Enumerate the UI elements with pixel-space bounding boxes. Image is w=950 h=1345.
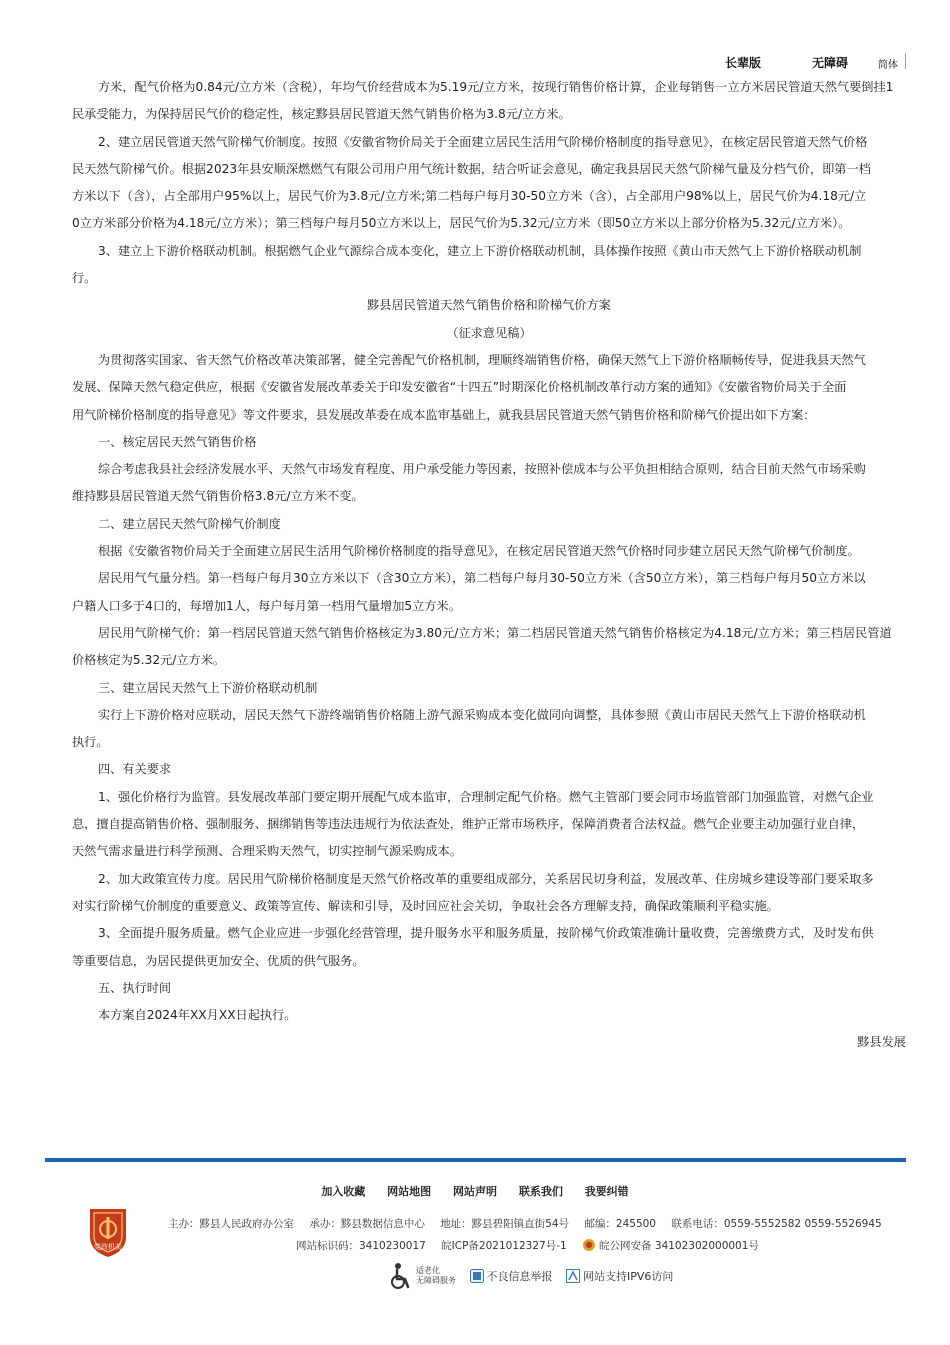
paragraph: 居民用气阶梯气价：第一档居民管道天然气销售价格核定为3.80元/立方米；第二档居民管道天然气销售价格核定为4.18元/立方米；第三档居民管道 价格核定为5.32元/立方米。 (72, 625, 892, 668)
bad-info-report-link[interactable]: 不良信息举报 (470, 1268, 553, 1284)
paragraph: 2、加大政策宣传力度。居民用气阶梯价格制度是天然气价格改革的重要组成部分，关系居民切身利益，发展改革、住房城乡建设等部门要采取多 对实行阶梯气价制度的重要意义、政策等宣传、解读和引导，及时回应社会关切，争取社会各方理解支持，确保政策顺利平稳实施。 (72, 871, 874, 913)
section-heading: 一、核定居民天然气销售价格 (98, 434, 257, 449)
ipv6-icon (566, 1269, 580, 1283)
signature-line: 黟县发展 (857, 1035, 906, 1050)
accessibility-link[interactable]: 无障碍 (812, 56, 849, 70)
footer-divider (45, 1158, 906, 1162)
section-heading: 五、执行时间 (98, 980, 172, 995)
paragraph: 为贯彻落实国家、省天然气价格改革决策部署，健全完善配气价格机制，理顺终端销售价格，确保天然气上下游价格顺畅传导，促进我县天然气 发展、保障天然气稳定供应，根据《安徽省发展改革委关于印发安徽省“十四五”时期深化价格机制改革行动方案的通知》《安徽省物价局关于全面 用气阶梯价格制度的指导意见》等文件要求，县发展改革委在成本监审基础上，就我县居民管道天然气销售价格和阶梯气价提出如下方案： (72, 352, 866, 422)
footer-badges (388, 1261, 673, 1293)
paragraph: 3、全面提升服务质量。燃气企业应进一步强化经营管理，提升服务水平和服务质量，按阶梯气价政策准确计量收费，完善缴费方式，及时发布供 等重要信息，为居民提供更加安全、优质的供气服务。 (72, 926, 874, 968)
elder-accessibility-service[interactable] (388, 1261, 456, 1291)
elder-service-line2: 无障碍服务 (416, 1276, 456, 1285)
host-text: 主办：黟县人民政府办公室 (168, 1218, 294, 1230)
simplified-chinese-link[interactable]: 简体 (878, 60, 898, 71)
footer-info-line (168, 1216, 894, 1231)
footer-record-line (296, 1238, 783, 1253)
article-body (72, 74, 906, 1074)
report-error-link[interactable]: 我要纠错 (584, 1185, 629, 1198)
police-badge-icon (582, 1238, 596, 1252)
ipv6-link[interactable]: 网站支持IPV6访问 (566, 1268, 673, 1284)
report-icon (470, 1269, 484, 1283)
organizer-text: 承办：黟县数据信息中心 (309, 1218, 425, 1230)
emblem-label: 党政机关 (94, 1243, 122, 1251)
toolbar-divider (905, 53, 906, 69)
paragraph: 1、强化价格行为监管。县发展改革部门要定期开展配气成本监审，合理制定配气价格。燃气主管部门要会同市场监管部门加强监管，对燃气企业 息，擅自提高销售价格、强制服务、捆绑销售等违法违规行为依法查处，维护正常市场秩序，保障消费者合法权益。燃气企业要主动加强行业自律， 天然气需求量进行科学预测、合理采购天然气，切实控制气源采购成本。 (72, 789, 874, 859)
top-toolbar (0, 50, 950, 72)
postcode-text: 邮编：245500 (584, 1218, 656, 1230)
police-record[interactable]: 皖公网安备 34102302000001号 (582, 1240, 771, 1252)
paragraph: 本方案自2024年XX月XX日起执行。 (98, 1008, 297, 1023)
phone-text: 联系电话：0559-5552582 0559-5526945 (671, 1218, 882, 1230)
document-subtitle: （征求意见稿） (446, 325, 532, 340)
paragraph: 实行上下游价格对应联动，居民天然气下游终端销售价格随上游气源采购成本变化做同向调整，具体参照《黄山市居民天然气上下游价格联动机 执行。 (72, 707, 866, 750)
paragraph: 综合考虑我县社会经济发展水平、天然气市场发育程度、用户承受能力等因素，按照补偿成本与公平负担相结合原则，结合目前天然气市场采购 维持黟县居民管道天然气销售价格3.8元/立方米不变。 (72, 462, 866, 504)
document-title: 黟县居民管道天然气销售价格和阶梯气价方案 (367, 298, 611, 313)
paragraph: 根据《安徽省物价局关于全面建立居民生活用气阶梯价格制度的指导意见》，在核定居民管道天然气价格时同步建立居民天然气阶梯气价制度。 (98, 544, 860, 559)
paragraph: 方米，配气价格为0.84元/立方米（含税），年均气价经营成本为5.19元/立方米，按现行销售价格计算，企业每销售一立方米居民管道天然气要倒挂1 民承受能力，为保持居民气价的稳定性，核定黟县居民管道天然气销售价格为3.8元/立方米。 (72, 80, 894, 122)
address-text: 地址：黟县碧阳镇直街54号 (440, 1218, 570, 1230)
sitemap-link[interactable]: 网站地图 (387, 1185, 432, 1198)
section-heading: 二、建立居民天然气阶梯气价制度 (98, 516, 281, 531)
elder-version-link[interactable]: 长辈版 (725, 56, 762, 70)
contact-us-link[interactable]: 联系我们 (518, 1185, 563, 1198)
paragraph: 居民用气气量分档。第一档每户每月30立方米以下（含30立方米），第二档每户每月30-50立方米（含50立方米），第三档每户每月50立方米以 户籍人口多于4口的，每增加1人，每户每月第一档用气量增加5立方米。 (72, 571, 866, 613)
elder-service-line1: 适老化 (416, 1266, 440, 1275)
section-heading: 四、有关要求 (98, 762, 172, 777)
paragraph: 3、建立上下游价格联动机制。根据燃气企业气源综合成本变化，建立上下游价格联动机制，具体操作按照《黄山市天然气上下游价格联动机制 行。 (72, 243, 862, 286)
add-favorite-link[interactable]: 加入收藏 (321, 1185, 366, 1198)
site-id-text: 网站标识码：3410230017 (296, 1240, 426, 1252)
site-statement-link[interactable]: 网站声明 (453, 1185, 497, 1198)
footer-nav (0, 1183, 950, 1199)
icp-link[interactable]: 皖ICP备2021012327号-1 (441, 1240, 567, 1252)
party-government-emblem-icon[interactable] (86, 1207, 130, 1259)
paragraph: 2、建立居民管道天然气阶梯气价制度。按照《安徽省物价局关于全面建立居民生活用气阶梯价格制度的指导意见》，在核定居民管道天然气价格 民天然气阶梯气价。根据2023年县安顺深燃燃气有限公司用户用气统计数据，结合听证会意见，确定我县居民天然气阶梯气量及分档气价，即第一档 方米以下（含），占全部用户95%以上，居民气价为3.8元/立方米;第二档每户每月30-50立方米（含），占全部用户98%以上，居民气价为4.18元/立 0立方米部分价格为4.18元/立方米）；第三档每户每月50立方米以上，居民气价为5.32元/立方米（即50立方米以上部分价格为5.32元/立方米）。 (72, 134, 871, 231)
wheelchair-icon (388, 1261, 414, 1291)
section-heading: 三、建立居民天然气上下游价格联动机制 (98, 680, 318, 695)
